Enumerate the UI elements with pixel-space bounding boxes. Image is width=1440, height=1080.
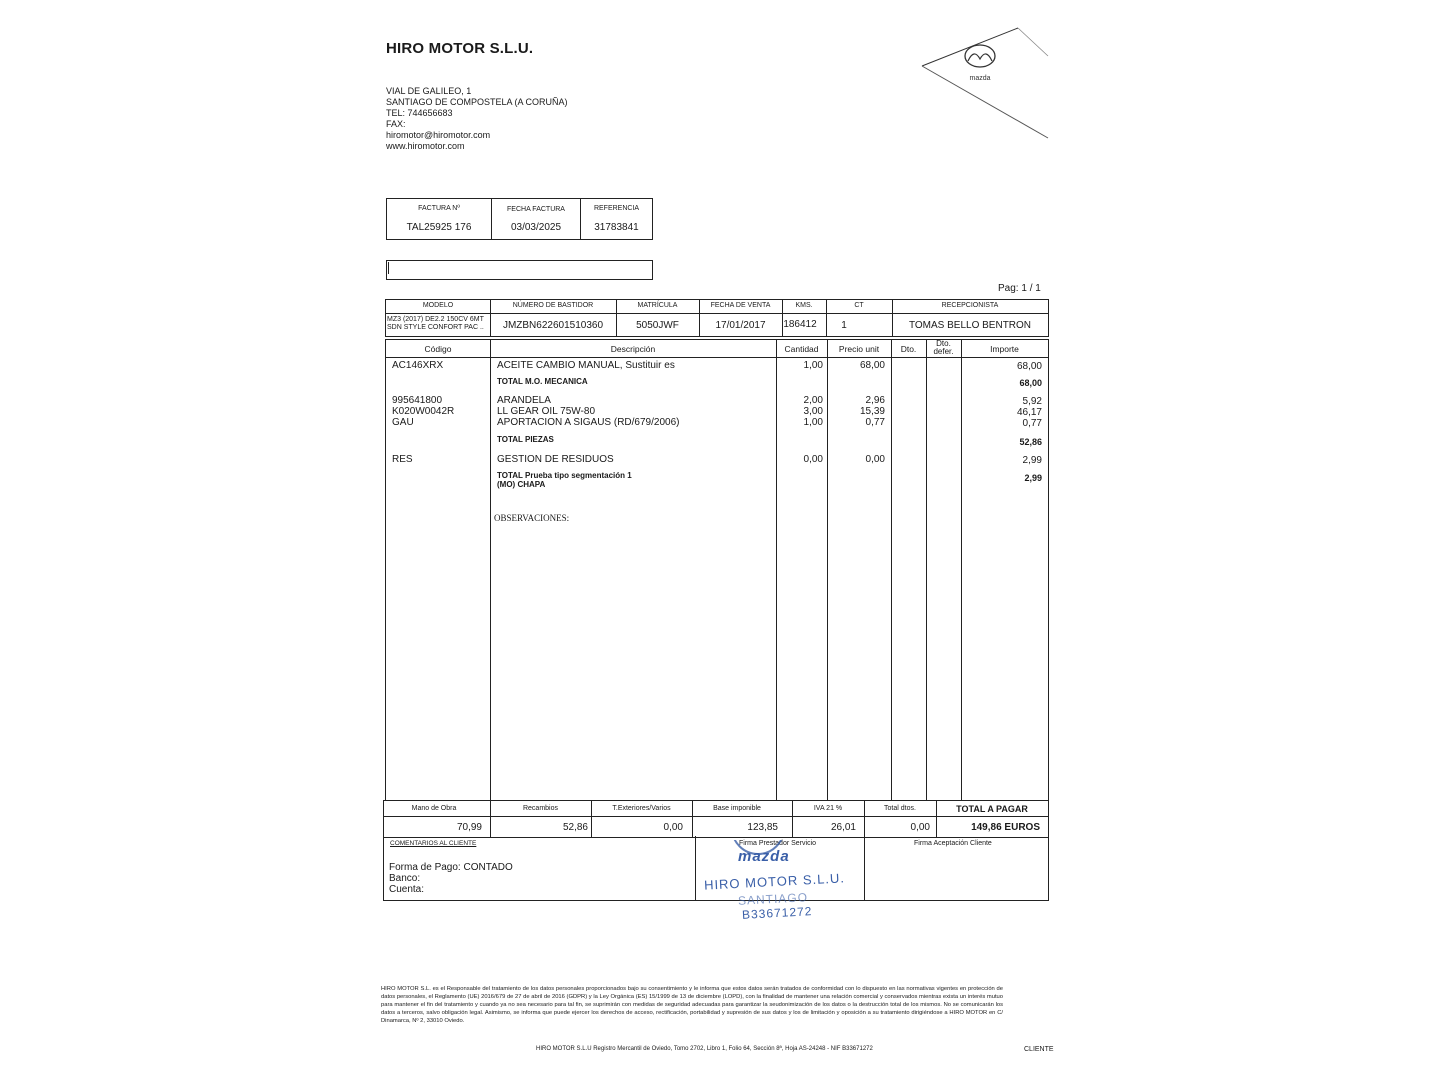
item-price: 68,00 xyxy=(859,360,885,371)
item-desc: ACEITE CAMBIO MANUAL, Sustituir es xyxy=(497,360,675,371)
col-code: Código xyxy=(424,344,452,354)
invoice-date: 03/03/2025 xyxy=(510,222,562,233)
header-vin: NÚMERO DE BASTIDOR xyxy=(512,302,594,309)
totals-ext: 0,00 xyxy=(663,822,683,833)
stamp-name: HIRO MOTOR S.L.U. xyxy=(703,870,846,893)
item-amount: 46,17 xyxy=(1016,407,1042,418)
item-price: 0,00 xyxy=(865,454,885,465)
vehicle-ct: 1 xyxy=(841,320,847,331)
item-code: 995641800 xyxy=(392,395,443,406)
vehicle-sale-date: 17/01/2017 xyxy=(715,320,766,331)
vehicle-vin: JMZBN622601510360 xyxy=(502,320,604,331)
subtotal-amount: 52,86 xyxy=(1019,437,1042,447)
bank-label: Banco: xyxy=(389,873,421,884)
item-price: 15,39 xyxy=(859,406,885,417)
item-amount: 5,92 xyxy=(1022,396,1042,407)
totals-base: 123,85 xyxy=(747,822,778,833)
stamp-nif: B33671272 xyxy=(741,904,813,922)
totals-iva: 26,01 xyxy=(830,822,856,833)
payment-method: Forma de Pago: CONTADO xyxy=(389,862,513,873)
item-code: GAU xyxy=(392,417,414,428)
vehicle-receptionist: TOMAS BELLO BENTRON xyxy=(908,320,1032,331)
item-desc: ARANDELA xyxy=(497,395,551,406)
item-code: AC146XRX xyxy=(392,360,444,371)
copy-label: CLIENTE xyxy=(1024,1046,1054,1053)
totals-table xyxy=(383,800,1049,838)
address-line: TEL: 744656683 xyxy=(386,108,453,118)
page-number: Pag: 1 / 1 xyxy=(998,283,1041,294)
col-desc: Descripción xyxy=(610,344,656,354)
company-name: HIRO MOTOR S.L.U. xyxy=(386,40,534,57)
item-amount: 2,99 xyxy=(1022,455,1042,466)
col-dto-defer-line: Dto. xyxy=(936,339,951,348)
subtotal-amount: 68,00 xyxy=(1019,378,1042,388)
registry-footer: HIRO MOTOR S.L.U Registro Mercantil de Oviedo, Tomo 2702, Libro 1, Folio 64, Sección 8ª, Hoja AS-24248 - NIF B33671272 xyxy=(536,1046,873,1052)
subtotal-label xyxy=(497,471,632,489)
provider-signature-label: Firma Prestador Servicio xyxy=(739,840,817,847)
item-desc: GESTION DE RESIDUOS xyxy=(497,454,614,465)
mazda-logo xyxy=(920,26,1050,141)
address-line: hiromotor@hiromotor.com xyxy=(386,130,491,140)
legal-notice: HIRO MOTOR S.L. es el Responsable del tratamiento de los datos personales proporcionados bajo su consentimiento y le informa que estos datos serán tratados de conformidad con lo dispuesto en las normativas vigentes en protección de datos personales, el Reglamento (UE) 2016/679 de 27 de abril de 2016 (GDPR) y la Ley Orgánica (ES) 15/1999 de 13 de diciembre (LOPD), con la finalidad de mantener una relación comercial y conservados mientras exista un interés mutuo para mantener el fin del tratamiento y cuando ya no sea necesario para tal fin, se suprimirán con medidas de seguridad adecuadas para garantizar la seudonimización de los datos o la destrucción total de los mismos. No se comunicarán los datos a terceros, salvo obligación legal. Asimismo, se informa que puede ejercer los derechos de acceso, rectificación, portabilidad y supresión de sus datos y los de limitación y oposición a su tratamiento dirigiéndose a HIRO MOTOR en C/ Dinamarca, Nº 2, 33010 Oviedo. xyxy=(381,986,1003,1024)
client-signature-label: Firma Aceptación Cliente xyxy=(914,840,992,847)
totals-pay: 149,86 EUROS xyxy=(971,822,1040,833)
company-address xyxy=(386,86,568,152)
item-qty: 0,00 xyxy=(803,454,823,465)
invoice-ref: 31783841 xyxy=(594,222,639,233)
header-plate: MATRÍCULA xyxy=(637,302,678,309)
totals-parts: 52,86 xyxy=(562,822,588,833)
header-model: MODELO xyxy=(422,302,454,309)
address-line: FAX: xyxy=(386,119,406,129)
totals-base-label: Base imponible xyxy=(713,805,761,812)
item-qty: 1,00 xyxy=(803,360,823,371)
invoice-date-cell xyxy=(492,199,581,239)
stamp-brand: mazda xyxy=(738,848,790,865)
address-line: www.hiromotor.com xyxy=(386,141,465,151)
logo-text: mazda xyxy=(969,75,991,82)
subtotal-label: TOTAL M.O. MECANICA xyxy=(497,377,588,386)
col-dto: Dto. xyxy=(900,344,917,354)
col-amount: Importe xyxy=(990,344,1019,354)
totals-labor: 70,99 xyxy=(456,822,482,833)
subtotal-label-line: (MO) CHAPA xyxy=(497,480,546,489)
totals-parts-label: Recambios xyxy=(522,805,558,812)
vehicle-model xyxy=(387,316,484,332)
address-line: SANTIAGO DE COMPOSTELA (A CORUÑA) xyxy=(386,97,568,107)
header-kms: KMS. xyxy=(795,302,813,309)
item-qty: 1,00 xyxy=(803,417,823,428)
invoice-number-label: FACTURA Nº xyxy=(418,205,460,212)
header-sale-date: FECHA DE VENTA xyxy=(710,302,771,309)
invoice-header xyxy=(386,198,653,240)
address-line: VIAL DE GALILEO, 1 xyxy=(386,86,472,96)
totals-dtos-label: Total dtos. xyxy=(884,805,916,812)
header-ct: CT xyxy=(854,302,864,309)
col-qty: Cantidad xyxy=(784,344,819,354)
model-line: MZ3 (2017) DE2.2 150CV 6MT xyxy=(387,316,484,323)
item-price: 2,96 xyxy=(865,395,885,406)
col-price: Precio unit xyxy=(838,344,880,354)
item-desc: APORTACION A SIGAUS (RD/679/2006) xyxy=(497,417,680,428)
vehicle-plate: 5050JWF xyxy=(636,320,679,331)
totals-pay-label: TOTAL A PAGAR xyxy=(956,804,1028,814)
item-code: RES xyxy=(392,454,413,465)
totals-labor-label: Mano de Obra xyxy=(411,805,457,812)
vehicle-kms: 186412 xyxy=(783,319,817,330)
stamp-city: SANTIAGO xyxy=(737,890,809,908)
subtotal-label-line: TOTAL Prueba tipo segmentación 1 xyxy=(497,471,632,480)
item-qty: 2,00 xyxy=(803,395,823,406)
model-line: SDN STYLE CONFORT PAC .. xyxy=(387,324,484,331)
item-amount: 68,00 xyxy=(1016,361,1042,372)
totals-dtos: 0,00 xyxy=(910,822,930,833)
subtotal-label: TOTAL PIEZAS xyxy=(497,435,554,444)
subtotal-amount: 2,99 xyxy=(1024,473,1042,483)
invoice-number-cell xyxy=(387,199,492,239)
totals-ext-label: T.Exteriores/Varios xyxy=(612,805,671,812)
client-box xyxy=(386,260,653,280)
account-label: Cuenta: xyxy=(389,884,425,895)
payment-info xyxy=(389,862,513,895)
observations-label: OBSERVACIONES: xyxy=(494,513,570,523)
item-amount: 0,77 xyxy=(1022,418,1042,429)
col-dto-defer xyxy=(926,340,961,356)
comments-label: COMENTARIOS AL CLIENTE xyxy=(390,840,477,847)
invoice-number: TAL25925 176 xyxy=(406,222,472,233)
col-dto-defer-line: defer. xyxy=(933,347,954,356)
vehicle-table xyxy=(385,299,1049,337)
item-qty: 3,00 xyxy=(803,406,823,417)
header-receptionist: RECEPCIONISTA xyxy=(941,302,999,309)
totals-iva-label: IVA 21 % xyxy=(813,805,843,812)
invoice-ref-label: REFERENCIA xyxy=(593,205,640,212)
item-price: 0,77 xyxy=(865,417,885,428)
items-table xyxy=(385,339,1049,801)
item-desc: LL GEAR OIL 75W-80 xyxy=(497,406,596,417)
client-mark xyxy=(388,262,397,274)
invoice-ref-cell xyxy=(581,199,652,239)
invoice-date-label: FECHA FACTURA xyxy=(507,206,565,213)
item-code: K020W0042R xyxy=(392,406,455,417)
